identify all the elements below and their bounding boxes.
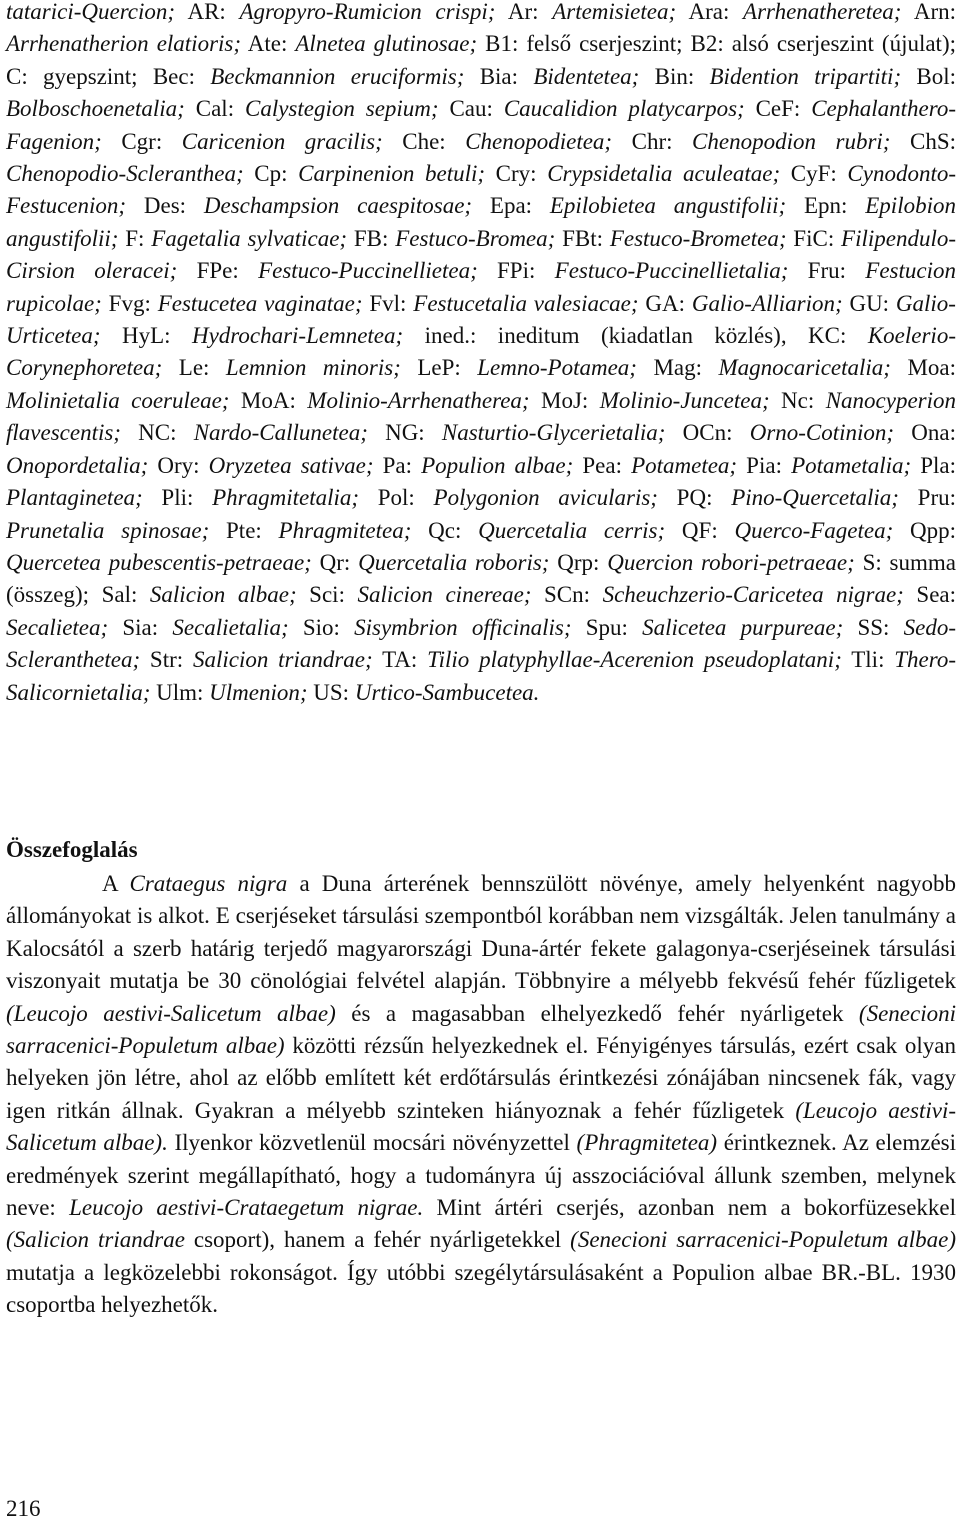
- abbreviation-text: Des:: [126, 193, 204, 219]
- summary-paragraph: [6, 868, 956, 1322]
- summary-text: (Leucojo aestivi-Salicetum albae): [6, 1000, 336, 1026]
- abbreviation-text: Salicion triandrae;: [192, 647, 373, 673]
- abbreviation-text: Chenopodietea;: [465, 128, 613, 154]
- abbreviation-text: US:: [307, 679, 355, 705]
- abbreviation-text: Cephalanthero-Fagenion;: [6, 96, 956, 154]
- abbreviation-text: Moa:: [890, 355, 956, 381]
- abbreviation-text: Carpinenion betuli;: [298, 161, 486, 187]
- abbreviation-text: Pol:: [359, 485, 434, 511]
- abbreviation-text: Koelerio-Corynephoretea;: [6, 323, 956, 381]
- summary-text: (Phragmitetea): [576, 1130, 718, 1156]
- summary-text: Leucojo aestivi-Crataegetum nigrae.: [69, 1195, 424, 1221]
- abbreviation-text: Cynodonto-Festucenion;: [6, 161, 957, 219]
- abbreviation-text: Nasturtio-Glycerietalia;: [441, 420, 666, 446]
- summary-text: (Senecioni sarracenici-Populetum albae): [6, 1000, 956, 1059]
- abbreviation-text: PQ:: [657, 485, 732, 511]
- abbreviation-text: Filipendulo-Cirsion oleracei;: [6, 225, 957, 284]
- abbreviation-text: Caricenion gracilis;: [181, 128, 383, 154]
- abbreviation-text: Phragmitetalia;: [212, 485, 360, 511]
- abbreviation-text: Pla:: [911, 452, 957, 478]
- abbreviation-text: GA:: [638, 290, 692, 316]
- abbreviation-text: Bia:: [464, 63, 534, 89]
- summary-text: a Duna árterének bennszülött növénye, amely helyenként nagyobb állományokat is alkot. E cserjéseket társulási szempontból korábban nem vizsgálták. Jelen tanulmány a Kalocsától a szerb határig terjedő magyarországi Duna-ártér fekete galagonya-cserjéseinek társulási viszonyait mutatja be 30 cönológiai felvétel alapján. Többnyire a mélyebb fekvésű fehér fűzligetek: [6, 871, 956, 994]
- abbreviation-text: Ory:: [148, 452, 209, 478]
- abbreviation-text: Le:: [162, 355, 226, 381]
- abbreviation-text: Potametea;: [631, 452, 738, 478]
- abbreviation-text: Ate:: [241, 31, 296, 57]
- abbreviation-text: Bidentetea;: [533, 63, 640, 89]
- abbreviation-text: Arrhenatheretea;: [743, 0, 902, 24]
- abbreviation-text: Thero-Salicornietalia;: [6, 647, 957, 705]
- abbreviation-text: FPi:: [477, 258, 555, 284]
- abbreviation-text: Tli:: [841, 647, 895, 673]
- abbreviation-text: Caucalidion platycarpos;: [503, 96, 745, 122]
- abbreviation-text: Festuco-Puccinellietalia;: [554, 258, 789, 284]
- abbreviation-text: Galio-Alliarion;: [691, 290, 843, 316]
- abbreviation-text: Nardo-Callunetea;: [193, 420, 368, 446]
- abbreviation-text: ChS:: [890, 128, 956, 154]
- abbreviation-text: FB:: [347, 225, 396, 251]
- abbreviation-text: Populion albae;: [421, 452, 574, 478]
- abbreviation-text: Bidention tripartiti;: [709, 63, 902, 89]
- abbreviation-text: Beckmannion eruciformis;: [210, 63, 465, 89]
- abbreviation-text: AR:: [175, 0, 240, 24]
- abbreviation-text: Bolboschoenetalia;: [6, 96, 185, 122]
- abbreviation-text: Chenopodion rubri;: [692, 128, 891, 154]
- abbreviation-text: Festuco-Brometea;: [609, 225, 787, 251]
- abbreviation-text: Lemno-Potamea;: [477, 355, 637, 381]
- abbreviation-text: Qc:: [411, 517, 479, 543]
- abbreviation-text: Secalietea;: [6, 614, 109, 640]
- abbreviation-text: QF:: [665, 517, 735, 543]
- summary-text: (Leucojo aestivi-Salicetum albae).: [6, 1097, 956, 1156]
- abbreviation-text: Urtico-Sambucetea.: [354, 679, 540, 705]
- abbreviation-text: FBt:: [555, 225, 610, 251]
- abbreviation-text: NC:: [120, 420, 194, 446]
- abbreviation-text: Magnocaricetalia;: [718, 355, 891, 381]
- abbreviation-text: LeP:: [400, 355, 478, 381]
- abbreviation-text: Arn:: [901, 0, 957, 24]
- page-number: 216: [6, 1496, 41, 1521]
- abbreviation-text: TA:: [372, 647, 428, 673]
- abbreviation-text: Plantaginetea;: [6, 485, 143, 511]
- abbreviation-text: Che:: [382, 128, 466, 154]
- abbreviation-text: Artemisietea;: [552, 0, 677, 24]
- summary-text: (Salicion triandrae: [6, 1227, 185, 1253]
- summary-text: Mint ártéri cserjés, azonban nem a bokorfüzesekkel: [423, 1195, 957, 1221]
- abbreviation-text: Calystegion sepium;: [244, 96, 439, 122]
- abbreviation-text: CeF:: [744, 96, 812, 122]
- abbreviation-text: Mag:: [636, 355, 719, 381]
- abbreviation-text: Sio:: [288, 614, 355, 640]
- abbreviation-text: Ulmenion;: [209, 679, 308, 705]
- abbreviation-text: Bol:: [901, 63, 957, 89]
- abbreviation-text: FPe:: [177, 258, 259, 284]
- abbreviation-text: Cgr:: [101, 128, 182, 154]
- abbreviation-text: Qrp:: [549, 549, 608, 575]
- abbreviation-text: MoA:: [229, 387, 308, 413]
- abbreviation-text: Bin:: [639, 63, 710, 89]
- abbreviation-text: Epn:: [786, 193, 866, 219]
- abbreviation-text: Qpp:: [893, 517, 957, 543]
- abbreviation-text: Quercetalia cerris;: [478, 517, 666, 543]
- abbreviation-text: Secalietalia;: [172, 614, 289, 640]
- abbreviation-text: Scheuchzerio-Caricetea nigrae;: [602, 582, 904, 608]
- abbreviation-text: Ara:: [676, 0, 744, 24]
- abbreviation-text: Sia:: [108, 614, 173, 640]
- abbreviation-text: Quercion robori-petraeae;: [607, 549, 855, 575]
- abbreviation-text: Polygonion avicularis;: [433, 485, 658, 511]
- abbreviation-text: Deschampsion caespitosae;: [203, 193, 473, 219]
- abbreviation-text: Epilobion angustifolii;: [6, 193, 956, 251]
- abbreviation-text: SS:: [843, 614, 904, 640]
- abbreviation-text: Arrhenatherion elatioris;: [6, 31, 242, 57]
- abbreviation-text: Molinio-Juncetea;: [599, 387, 770, 413]
- abbreviation-text: Prunetalia spinosae;: [6, 517, 210, 543]
- abbreviation-text: Epilobietea angustifolii;: [549, 193, 787, 219]
- abbreviation-text: Tilio platyphyllae-Acerenion pseudoplatani;: [427, 647, 842, 673]
- abbreviation-list: [6, 0, 956, 709]
- abbreviation-text: Qr:: [311, 549, 359, 575]
- abbreviation-text: Quercetalia roboris;: [358, 549, 550, 575]
- abbreviation-text: Chenopodio-Scleranthea;: [6, 161, 244, 187]
- abbreviation-text: Nc:: [769, 387, 826, 413]
- abbreviation-text: Festucetea vaginatae;: [157, 290, 363, 316]
- abbreviation-text: Sisymbrion officinalis;: [354, 614, 572, 640]
- abbreviation-text: Str:: [140, 647, 193, 673]
- abbreviation-text: Sedo-Scleranthetea;: [6, 614, 957, 673]
- abbreviation-text: Fagetalia sylvaticae;: [151, 225, 348, 251]
- abbreviation-text: Pa:: [373, 452, 422, 478]
- abbreviation-text: Cau:: [438, 96, 504, 122]
- abbreviation-text: Chr:: [612, 128, 693, 154]
- abbreviation-text: Oryzetea sativae;: [208, 452, 374, 478]
- abbreviation-text: Agropyro-Rumicion crispi;: [239, 0, 496, 24]
- summary-text: Ilyenkor közvetlenül mocsári növényzettel: [167, 1130, 577, 1156]
- abbreviation-text: Festuco-Bromea;: [395, 225, 556, 251]
- abbreviation-text: S: summa (összeg); Sal:: [6, 549, 956, 608]
- abbreviation-text: Alnetea glutinosae;: [295, 31, 478, 57]
- summary-text: és a magasabban elhelyezkedő fehér nyárligetek: [335, 1000, 859, 1026]
- abbreviation-text: Pli:: [142, 485, 213, 511]
- abbreviation-text: Sci:: [296, 582, 358, 608]
- abbreviation-text: Ulm:: [150, 679, 210, 705]
- abbreviation-text: Molinio-Arrhenatherea;: [307, 387, 530, 413]
- abbreviation-text: FiC:: [786, 225, 842, 251]
- abbreviation-text: Festucetalia valesiacae;: [413, 290, 639, 316]
- abbreviation-text: Pte:: [209, 517, 279, 543]
- abbreviation-text: NG:: [367, 420, 442, 446]
- summary-text: mutatja a legközelebbi rokonságot. Így utóbbi szegélytársulásaként a Populion albae BR.-BL. 1930 csoportba helyezhetők.: [6, 1259, 956, 1318]
- summary-text: csoport), hanem a fehér nyárligetekkel: [184, 1227, 571, 1253]
- abbreviation-text: ined.: ineditum (kiadatlan közlés), KC:: [403, 323, 868, 349]
- abbreviation-text: Querco-Fagetea;: [734, 517, 894, 543]
- abbreviation-text: Festucion rupicolae;: [6, 258, 956, 316]
- abbreviation-text: Ona:: [894, 420, 956, 446]
- abbreviation-text: Nanocyperion flavescentis;: [6, 387, 957, 446]
- abbreviation-text: Salicion albae;: [149, 582, 297, 608]
- abbreviation-text: Salicion cinereae;: [357, 582, 532, 608]
- summary-text: Crataegus nigra: [129, 871, 288, 896]
- abbreviation-text: HyL:: [100, 323, 192, 349]
- abbreviation-text: Fvg:: [101, 290, 158, 316]
- abbreviation-text: Epa:: [472, 193, 550, 219]
- abbreviation-text: Salicetea purpureae;: [642, 614, 844, 640]
- abbreviation-text: Pino-Quercetalia;: [731, 485, 899, 511]
- summary-heading: Összefoglalás: [6, 837, 138, 862]
- abbreviation-text: Spu:: [571, 614, 643, 640]
- abbreviation-text: SCn:: [531, 582, 603, 608]
- abbreviation-text: Molinietalia coeruleae;: [6, 387, 230, 413]
- summary-text: érintkeznek. Az elemzési eredmények szerint megállapítható, hogy a tudományra új asszociációval állunk szemben, melynek neve:: [6, 1130, 956, 1221]
- abbreviation-text: Onopordetalia;: [6, 452, 149, 478]
- abbreviation-text: Fru:: [788, 258, 866, 284]
- abbreviation-text: Phragmitetea;: [278, 517, 412, 543]
- abbreviation-text: Galio-Urticetea;: [6, 290, 956, 349]
- abbreviation-text: Sea:: [903, 582, 956, 608]
- abbreviation-text: B1: felső cserjeszint; B2: alsó cserjeszint (újulat); C: gyepszint; Bec:: [6, 31, 956, 89]
- summary-text: A: [102, 871, 130, 896]
- abbreviation-text: Lemnion minoris;: [225, 355, 401, 381]
- abbreviation-text: Potametalia;: [791, 452, 912, 478]
- abbreviation-text: MoJ:: [529, 387, 600, 413]
- abbreviation-text: Cry:: [485, 161, 548, 187]
- abbreviation-text: Crypsidetalia aculeatae;: [547, 161, 781, 187]
- abbreviation-text: Fvl:: [362, 290, 414, 316]
- abbreviation-text: tatarici-Quercion;: [6, 0, 176, 24]
- abbreviation-text: Cal:: [184, 96, 245, 122]
- abbreviation-text: Pia:: [737, 452, 792, 478]
- abbreviation-text: Ar:: [495, 0, 553, 24]
- abbreviation-text: Cp:: [243, 161, 299, 187]
- abbreviation-text: Orno-Cotinion;: [749, 420, 895, 446]
- abbreviation-text: Pea:: [573, 452, 632, 478]
- abbreviation-text: GU:: [842, 290, 896, 316]
- abbreviation-text: Hydrochari-Lemnetea;: [191, 323, 404, 349]
- abbreviation-text: Festuco-Puccinellietea;: [258, 258, 478, 284]
- summary-text: közötti rézsűn helyezkednek el. Fényigényes társulás, ezért csak olyan helyeken jön létre, ahol az előbb említett két erdőtársulás érintkezési zónájában nincsenek fák, vagy igen ritkán állnak. Gyakran a mélyebb szinteken hiányoznak a fehér fűzligetek: [6, 1033, 957, 1123]
- summary-text: (Senecioni sarracenici-Populetum albae): [570, 1227, 956, 1253]
- abbreviation-text: CyF:: [780, 161, 848, 187]
- abbreviation-text: Pru:: [898, 485, 957, 511]
- abbreviation-text: F:: [118, 225, 152, 251]
- abbreviation-text: OCn:: [665, 420, 750, 446]
- abbreviation-text: Quercetea pubescentis-petraeae;: [6, 549, 312, 575]
